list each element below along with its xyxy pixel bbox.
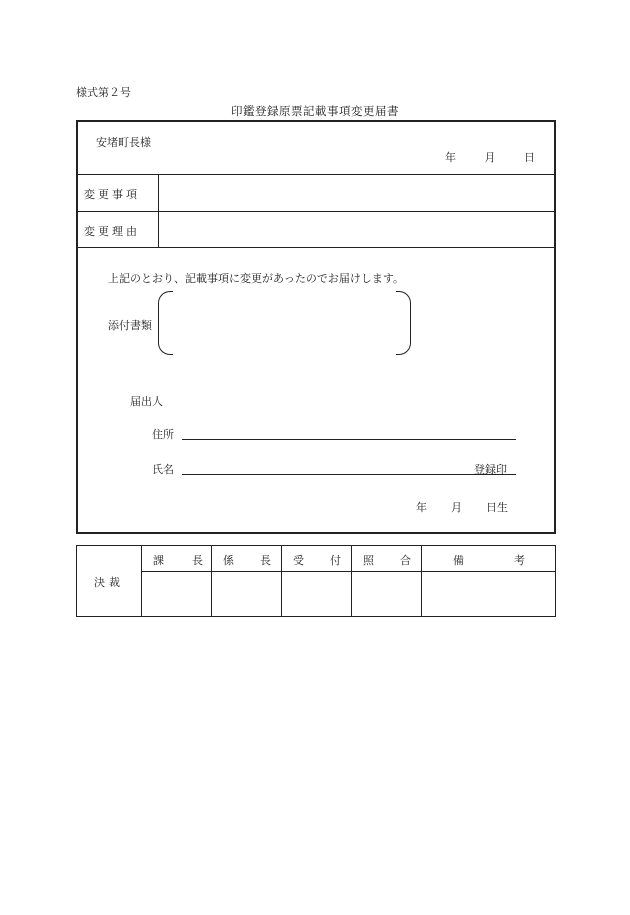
left-bracket [158, 291, 173, 355]
birth-day-label: 日生 [486, 501, 508, 514]
header-char: 係 [223, 554, 234, 567]
approval-table [76, 545, 556, 617]
header-char: 照 [363, 554, 374, 567]
form-number: 様式第２号 [76, 86, 131, 99]
reception-stamp-cell[interactable] [282, 572, 351, 616]
header-char: 長 [192, 554, 203, 567]
address-field[interactable] [184, 422, 514, 438]
header-char: 受 [293, 554, 304, 567]
header-char: 長 [260, 554, 271, 567]
right-bracket [396, 291, 411, 355]
verification-stamp-cell[interactable] [352, 572, 421, 616]
registered-seal-label: 登録印 [474, 463, 507, 476]
address-line [182, 439, 516, 440]
section-chief-header [153, 552, 203, 566]
birth-month-label: 月 [451, 501, 462, 514]
decision-label: 決裁 [94, 576, 124, 589]
notification-form [76, 120, 556, 534]
date-month-label: 月 [484, 151, 496, 164]
date-year-label: 年 [445, 151, 456, 164]
column-divider [158, 174, 159, 247]
divider [78, 247, 554, 248]
change-reason-field[interactable] [164, 212, 552, 247]
subsection-chief-header [223, 552, 271, 566]
header-char: 課 [153, 554, 164, 567]
change-item-label: 変更事項 [84, 188, 140, 201]
reception-header [293, 552, 341, 566]
birth-date [416, 499, 508, 515]
name-field[interactable] [184, 457, 464, 473]
submission-date [445, 149, 535, 165]
remarks-header [453, 552, 525, 566]
remarks-cell[interactable] [422, 572, 554, 616]
statement: 上記のとおり、記載事項に変更があったのでお届けします。 [108, 272, 405, 285]
header-char: 考 [514, 554, 525, 567]
verification-header [363, 552, 411, 566]
subsection-chief-stamp-cell[interactable] [212, 572, 281, 616]
notifier-label: 届出人 [130, 395, 163, 408]
document-title: 印鑑登録原票記載事項変更届書 [231, 104, 399, 118]
change-reason-label: 変更理由 [84, 225, 140, 238]
header-char: 備 [453, 554, 464, 567]
section-chief-stamp-cell[interactable] [142, 572, 211, 616]
birth-year-label: 年 [416, 501, 427, 514]
date-day-label: 日 [524, 151, 535, 164]
header-char: 合 [400, 554, 411, 567]
header-char: 付 [330, 554, 341, 567]
recipient: 安堵町長様 [96, 136, 151, 149]
change-item-field[interactable] [164, 175, 552, 211]
attachments-field[interactable] [174, 292, 394, 352]
name-label: 氏名 [152, 463, 174, 476]
address-label: 住所 [152, 428, 174, 441]
name-line [182, 474, 516, 475]
attachments-label: 添付書類 [108, 319, 152, 332]
